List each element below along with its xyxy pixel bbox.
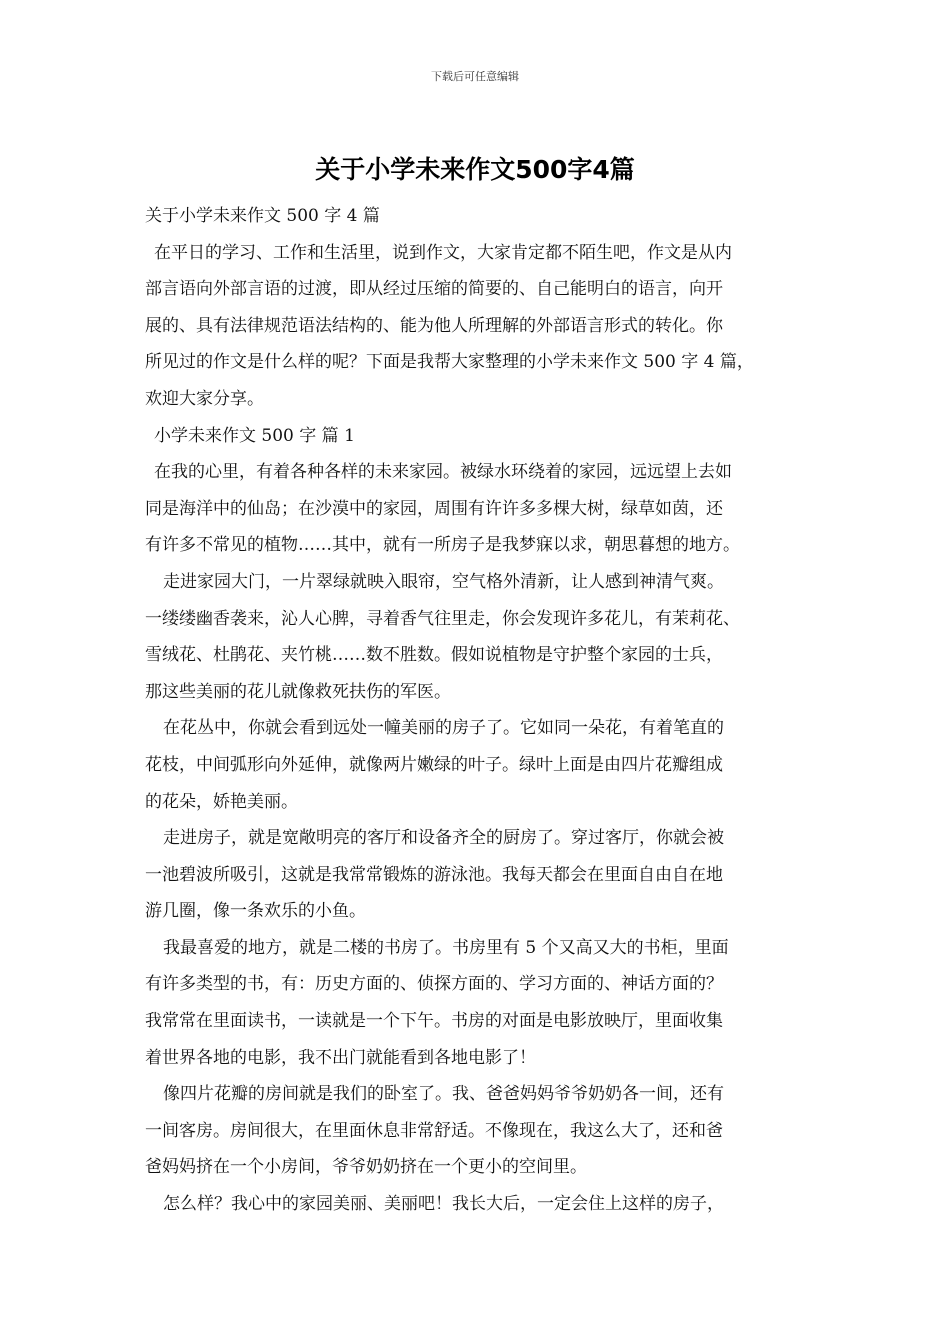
paragraph (145, 710, 820, 820)
paragraph (145, 1186, 820, 1223)
text-line: 我常常在里面读书，一读就是一个下午。书房的对面是电影放映厅，里面收集 (145, 1011, 723, 1032)
paragraph (145, 564, 820, 710)
text-line: 欢迎大家分享。 (145, 388, 264, 409)
text-line: 的花朵，娇艳美丽。 (145, 791, 298, 812)
text-line: 爸妈妈挤在一个小房间，爷爷奶奶挤在一个更小的空间里。 (145, 1157, 587, 1178)
text-line: 走进家园大门，一片翠绿就映入眼帘，空气格外清新，让人感到神清气爽。 (163, 571, 724, 592)
text-line: 雪绒花、杜鹃花、夹竹桃……数不胜数。假如说植物是守护整个家园的士兵， (145, 645, 723, 666)
text-line: 一间客房。房间很大，在里面休息非常舒适。不像现在，我这么大了，还和爸 (145, 1120, 723, 1141)
document-body (145, 198, 820, 1223)
paragraph (145, 820, 820, 930)
text-line: 同是海洋中的仙岛；在沙漠中的家园，周围有许许多多棵大树，绿草如茵，还 (145, 498, 723, 519)
text-line: 有许多类型的书，有：历史方面的、侦探方面的、学习方面的、神话方面的？ (145, 974, 723, 995)
text-line: 花枝，中间弧形向外延伸，就像两片嫩绿的叶子。绿叶上面是由四片花瓣组成 (145, 754, 723, 775)
text-line: 有许多不常见的植物……其中，就有一所房子是我梦寐以求，朝思暮想的地方。 (145, 535, 740, 556)
text-line: 在花丛中，你就会看到远处一幢美丽的房子了。它如同一朵花，有着笔直的 (163, 718, 724, 739)
document-title: 关于小学未来作文500字4篇 (315, 155, 635, 184)
text-line: 我最喜爱的地方，就是二楼的书房了。书房里有 5 个又高又大的书柜，里面 (163, 937, 729, 958)
text-line: 所见过的作文是什么样的呢？下面是我帮大家整理的小学未来作文 500 字 4 篇， (145, 352, 754, 373)
text-line: 着世界各地的电影，我不出门就能看到各地电影了！ (145, 1047, 536, 1068)
text-line: 在我的心里，有着各种各样的未来家园。被绿水环绕着的家园，远远望上去如 (154, 462, 732, 483)
text-line: 怎么样？我心中的家园美丽、美丽吧！我长大后，一定会住上这样的房子， (163, 1194, 724, 1215)
text-line: 展的、具有法律规范语法结构的、能为他人所理解的外部语言形式的转化。你 (145, 315, 723, 336)
paragraph (145, 454, 820, 564)
header-note: 下载后可任意编辑 (431, 70, 519, 83)
intro-paragraph (145, 235, 820, 418)
text-line: 在平日的学习、工作和生活里，说到作文，大家肯定都不陌生吧，作文是从内 (154, 242, 732, 263)
text-line: 游几圈，像一条欢乐的小鱼。 (145, 901, 366, 922)
text-line: 一缕缕幽香袭来，沁人心脾，寻着香气往里走，你会发现许多花儿，有茉莉花、 (145, 608, 740, 629)
subtitle: 关于小学未来作文 500 字 4 篇 (145, 206, 380, 226)
section-heading: 小学未来作文 500 字 篇 1 (154, 425, 355, 446)
text-line: 一池碧波所吸引，这就是我常常锻炼的游泳池。我每天都会在里面自由自在地 (145, 864, 723, 885)
text-line: 部言语向外部言语的过渡，即从经过压缩的简要的、自己能明白的语言，向开 (145, 279, 723, 300)
text-line: 像四片花瓣的房间就是我们的卧室了。我、爸爸妈妈爷爷奶奶各一间，还有 (163, 1084, 724, 1105)
paragraph (145, 1076, 820, 1186)
text-line: 走进房子，就是宽敞明亮的客厅和设备齐全的厨房了。穿过客厅，你就会被 (163, 828, 724, 849)
paragraph (145, 930, 820, 1076)
text-line: 那这些美丽的花儿就像救死扶伤的军医。 (145, 681, 451, 702)
